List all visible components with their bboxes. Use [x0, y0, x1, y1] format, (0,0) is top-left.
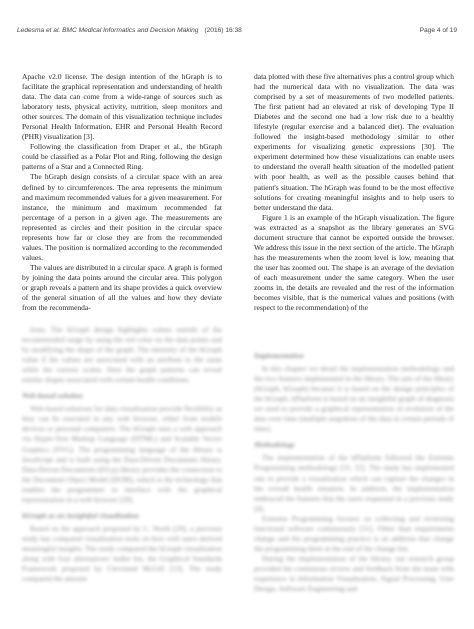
- left-blurred-section-2: Based on the approach proposed by C. North [29], a previous study has compared visualization tools on how well users derived meaningful insights. The study compared the hGraph visualization along with four alternatives: bullet list, the Graphical Standards Framework proposed by Cleveland McGill [13]. The study compared the amount: [22, 523, 222, 584]
- right-blurred-section-3: Extreme Programming focuses on collecting and reviewing functional software continuously [31]. Other than requirements change and the programming practice is an addition that change the programming them at the end of the change list.: [254, 513, 454, 553]
- right-paragraph-1: data plotted with these five alternatives plus a control group which had the numerical data with no visualization. The data was comprised by a set of measurements of two modelled patients. The first patient had an elevated at risk of developing Type II Diabetes and the second one had a low risk due to a healthy lifestyle (regular exercise and a balanced diet). The evaluation followed the insight-based methodology similar to other experiments for visualizing genetic expressions [30]. The experiment determined how these visualizations can enable users to understand the overall health situation of the modelled patient with poor health, as well as the possible causes behind that patient's situation. The hGraph was found to be the most effective solutions for creating meaningful insights and to help users to better understand the data.: [254, 72, 454, 212]
- header-journal: BMC Medical Informatics and Decision Making: [62, 27, 199, 34]
- header-page-number: Page 4 of 19: [419, 27, 457, 34]
- left-column: [22, 72, 222, 584]
- right-column: [254, 72, 454, 594]
- running-header: [17, 27, 457, 39]
- right-blurred-region: [254, 351, 454, 594]
- left-blurred-section-1: Web-based solutions for data visualization provide flexibility as they can be executed in any web browser, either from mobile devices or personal computers. The hGraph uses a web approach via Hyper-Text Markup Language (HTML) and Scalable Vector Graphics (SVG). The programming language of the library is JavaScript and is built using the Data-Driven Documents library. Data-Driven Documents (D3.js) library provides the connection to the Document Object Model (DOM), which is the technology that enables the programmer to interface with the graphical representation in a web browser [28].: [22, 404, 222, 504]
- left-blurred-continuation: tions. The hGraph design highlights values outside of the recommended range by using the red color on the data points and by modifying the shape of the graph. The intensity of the hGraph value if the values are associated with an attribute to the same while the various scales. Here the graph patterns can reveal similar shapes associated with certain health conditions.: [22, 325, 222, 385]
- left-paragraph-4: The values are distributed in a circular space. A graph is formed by joining the data points around the circular area. This polygon or graph reveals a pattern and its shape provides a quick overview of the general situation of all the values and how they deviate from the recommenda-: [22, 262, 222, 313]
- left-section-heading-2: hGraph as an insightful visualization: [22, 510, 139, 520]
- left-blurred-region: [22, 325, 222, 584]
- right-paragraph-2: Figure 1 is an example of the hGraph visualization. The figure was extracted as a snapshot as the library generates an SVG document structure that cannot be exported outside the browser. We address this issue in the next section of the article. The hGraph has the measurements when the zoom level is low, meaning that the user has zoomed out. The shape is an average of the deviation of each measurement under the same category. When the user zooms in, the details are revealed and the rest of the information becomes visible, that is the numerical values and positions (with respect to the recommendation) of the: [254, 212, 454, 313]
- right-blurred-section-1: In this chapter we detail the implementation methodology and the two features implemented in the library. The aim of the library (hGraph, hGraph) because it is based on the design principles of the hGraph. hPlatform is based on an insightful graph of diagnosis we used to provide a graphical representation of evolution of the data over time (multiple snapshots of the data in certain periods of time).: [254, 364, 454, 434]
- left-section-heading-1: Web-based solution: [22, 391, 83, 401]
- header-citation: [17, 27, 242, 34]
- left-column-visible-text: [22, 72, 222, 325]
- left-paragraph-3: The hGraph design consists of a circular space with an area defined by to circumferences. The area represents the minimum and maximum recommended values for a given measurement. For instance, the minimum and maximum recommended fat percentage of a person in a given age. The measurements are represented as circles and their position in the circular space represents how far or close they are from the recommended values. The position is normalized according to the recommended values.: [22, 172, 222, 262]
- left-paragraph-2: Following the classification from Draper et al., the hGraph could be classified as a Polar Plot and Ring, following the design patterns of a Star and a Connected Ring.: [22, 142, 222, 172]
- right-section-heading-1: Implementation: [254, 351, 304, 360]
- right-section-heading-2: Methodology: [254, 440, 295, 450]
- header-authors: Ledesma et al.: [17, 27, 61, 34]
- right-blurred-section-4: During the implementation of the library, our research group provided the continuous review and feedback from the team with experience in Information Visualization, Signal Processing, User Design, Software Engineering and: [254, 553, 454, 594]
- header-year-volume: (2016) 16:38: [204, 27, 242, 34]
- left-paragraph-1: Apache v2.0 license. The design intention of the hGraph is to facilitate the graphical representation and understanding of health data. The data can come from a wide-range of sources such as laboratory tests, physical activity, nutrition, sleep monitors and other sources. The domain of this visualization technique includes Personal Health Information, EHR and Personal Health Record (PHR) visualization [3].: [22, 72, 222, 142]
- right-column-visible-text: [254, 72, 454, 345]
- right-blurred-section-2: The implementation of the hPlatform followed the Extreme Programming methodology [31, 32]. The study has implemented one to provide a visualization which can capture the changes in the overall health situation. In addition, the implementation embraced the features that the users requested in a previous study [4].: [254, 453, 454, 513]
